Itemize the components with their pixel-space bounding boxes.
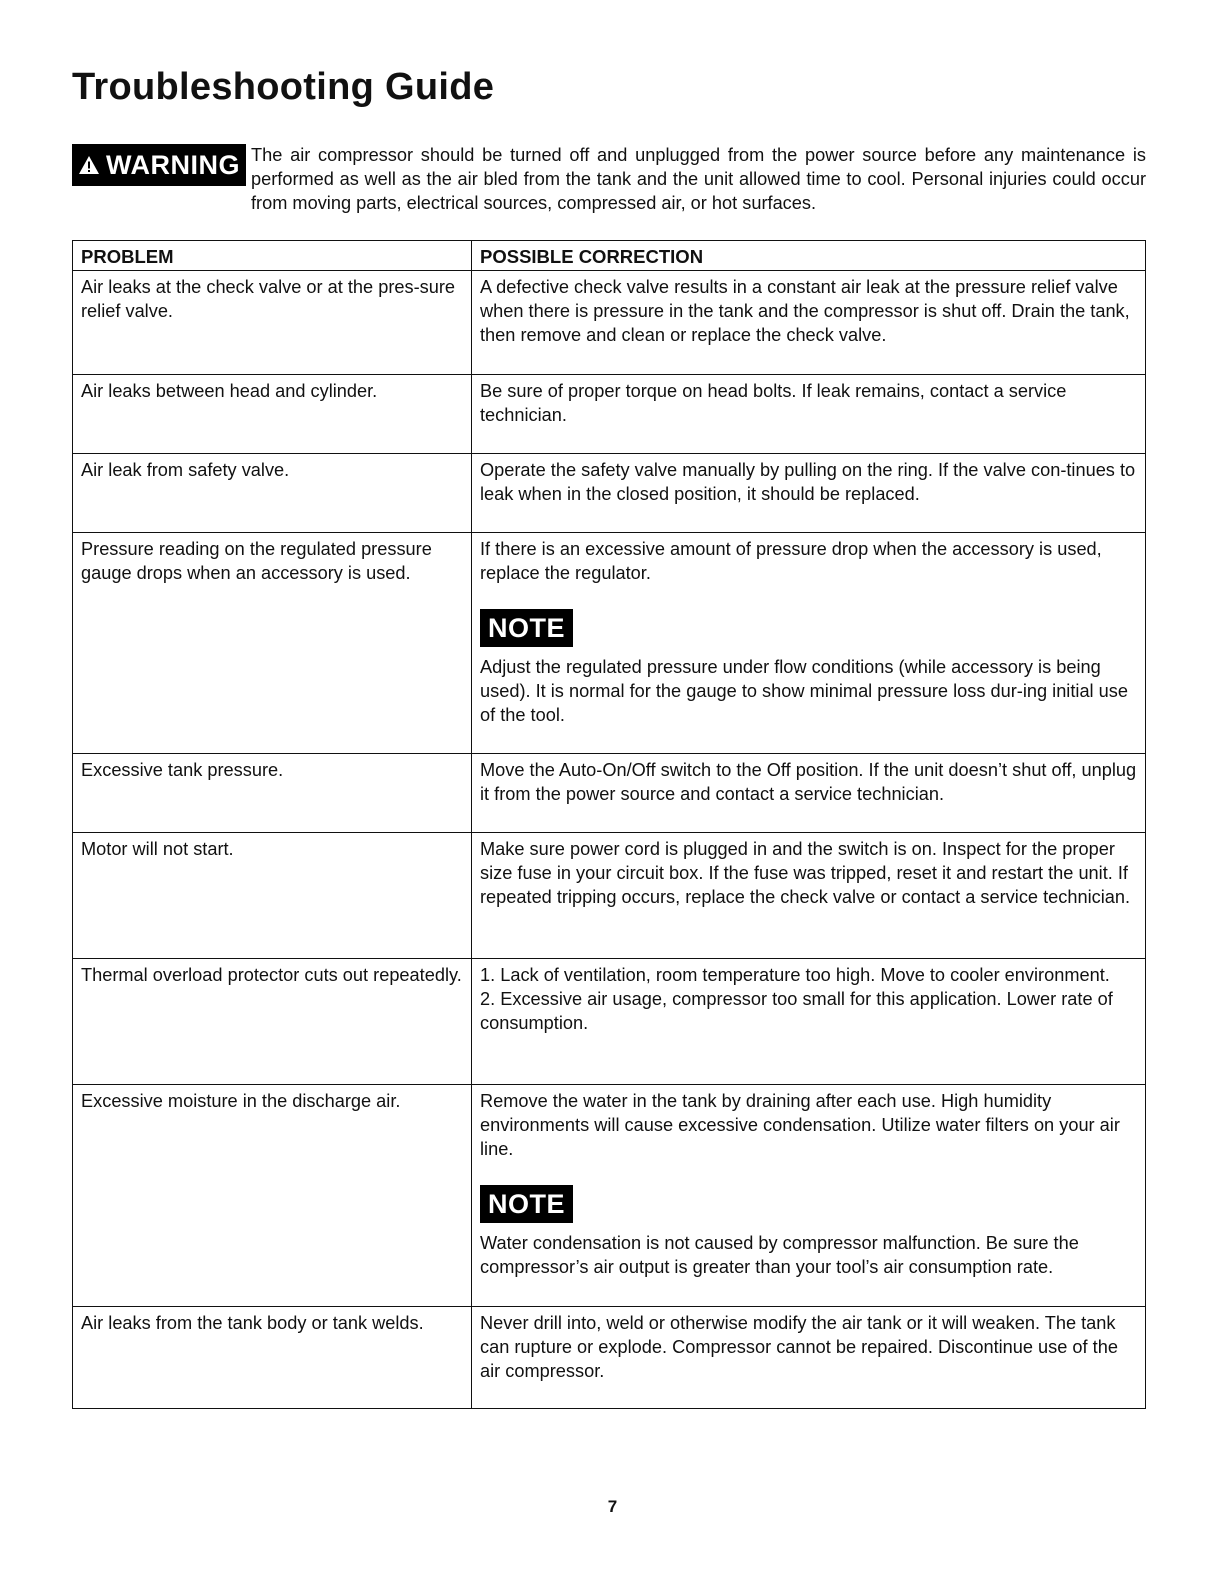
problem-cell: Motor will not start. <box>73 833 472 959</box>
table-row <box>73 959 1146 1085</box>
warning-text: The air compressor should be turned off and unplugged from the power source before any maintenance is performed as well as the air bled from the tank and the unit allowed time to cool. Personal injuries could occur from moving parts, electrical sources, compressed air, or hot surfaces. <box>251 145 1146 213</box>
correction-item-2: 2. Excessive air usage, compressor too small for this application. Lower rate of consumption. <box>480 989 1113 1033</box>
correction-cell <box>472 1085 1146 1307</box>
problem-cell: Air leaks from the tank body or tank welds. <box>73 1307 472 1409</box>
problem-cell: Excessive tank pressure. <box>73 754 472 833</box>
warning-badge <box>72 144 246 186</box>
table-row <box>73 533 1146 754</box>
note-text: Adjust the regulated pressure under flow conditions (while accessory is being used). It is normal for the gauge to show minimal pressure loss dur-ing initial use of the tool. <box>480 657 1128 725</box>
correction-cell: A defective check valve results in a constant air leak at the pressure relief valve when there is pressure in the tank and the compressor is shut off. Drain the tank, then remove and clean or replace the check valve. <box>472 271 1146 375</box>
correction-cell <box>472 959 1146 1085</box>
correction-cell <box>472 533 1146 754</box>
table-row <box>73 833 1146 959</box>
correction-cell: Make sure power cord is plugged in and the switch is on. Inspect for the proper size fuse in your circuit box. If the fuse was tripped, reset it and restart the unit. If repeated tripping occurs, replace the check valve or contact a service technician. <box>472 833 1146 959</box>
table-row <box>73 1085 1146 1307</box>
header-problem: PROBLEM <box>73 241 472 271</box>
correction-cell: Move the Auto-On/Off switch to the Off position. If the unit doesn’t shut off, unplug it from the power source and contact a service technician. <box>472 754 1146 833</box>
note-badge: NOTE <box>480 1185 573 1223</box>
correction-cell: Be sure of proper torque on head bolts. If leak remains, contact a service technician. <box>472 375 1146 454</box>
page-number: 7 <box>607 1497 618 1516</box>
note-badge: NOTE <box>480 609 573 647</box>
problem-cell: Air leaks at the check valve or at the pres-sure relief valve. <box>73 271 472 375</box>
correction-cell: Never drill into, weld or otherwise modify the air tank or it will weaken. The tank can rupture or explode. Compressor cannot be repaired. Discontinue use of the air compressor. <box>472 1307 1146 1409</box>
page-title: Troubleshooting Guide <box>72 66 495 108</box>
note-text: Water condensation is not caused by compressor malfunction. Be sure the compressor’s air output is greater than your tool’s air consumption rate. <box>480 1233 1079 1277</box>
table-row <box>73 375 1146 454</box>
correction-cell: Operate the safety valve manually by pulling on the ring. If the valve con-tinues to leak when in the closed position, it should be replaced. <box>472 454 1146 533</box>
warning-label: WARNING <box>106 149 240 180</box>
problem-cell: Air leaks between head and cylinder. <box>73 375 472 454</box>
problem-cell: Thermal overload protector cuts out repeatedly. <box>73 959 472 1085</box>
table-header-row <box>73 241 1146 271</box>
correction-item-1: 1. Lack of ventilation, room temperature too high. Move to cooler environment. <box>480 965 1110 985</box>
troubleshooting-table <box>72 240 1146 1409</box>
problem-cell: Excessive moisture in the discharge air. <box>73 1085 472 1307</box>
table-row <box>73 1307 1146 1409</box>
header-possible-correction: POSSIBLE CORRECTION <box>472 241 1146 271</box>
table-row <box>73 454 1146 533</box>
table-row <box>73 754 1146 833</box>
warning-triangle-icon <box>78 155 100 175</box>
correction-text: If there is an excessive amount of pressure drop when the accessory is used, replace the regulator. <box>480 539 1102 583</box>
correction-text: Remove the water in the tank by draining after each use. High humidity environments will cause excessive condensation. Utilize water filters on your air line. <box>480 1091 1120 1159</box>
table-row <box>73 271 1146 375</box>
problem-cell: Air leak from safety valve. <box>73 454 472 533</box>
problem-cell: Pressure reading on the regulated pressure gauge drops when an accessory is used. <box>73 533 472 754</box>
